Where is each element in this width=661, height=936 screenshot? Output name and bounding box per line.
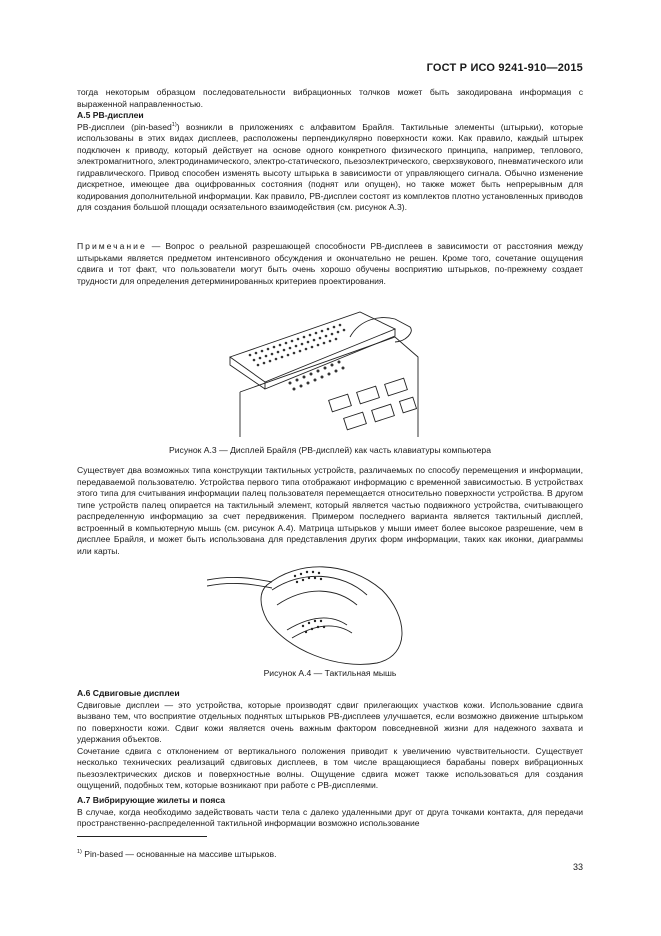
- note-text: — Вопрос о реальной разрешающей способности PB-дисплеев в зависимости от расстояния между штырьками является предметом интенсивного обсуждения и окончательно не решен. Кроме того, сочетание ощущения сдвига и тот факт, что пользователи могут быть очень хорошо обучены восприятию штырьков, по-прежнему создает трудности для определения детерминированных критериев проектирования.: [77, 241, 583, 286]
- section-a7-heading: А.7 Вибрирующие жилеты и пояса: [77, 795, 226, 805]
- document-standard-header: ГОСТ Р ИСО 9241-910—2015: [426, 62, 583, 74]
- note-a5: [77, 241, 583, 287]
- section-a7: [77, 795, 583, 830]
- mouse-body: [261, 567, 402, 665]
- section-a5-heading: А.5 PB-дисплеи: [77, 110, 144, 120]
- section-a6-paragraph-2: Сочетание сдвига с отклонением от вертикального положения приводит к увеличению чувствительности. Существует несколько технических реализаций сдвиговых дисплеев, в том числе вращающиеся барабаны поверх вибрационных пьезоэлектрических дисков и поверхностные волны. Ощущение сдвига может также использоваться для создания ощущений, подобных тем, которые возникают при работе с PB-дисплеями.: [77, 745, 583, 791]
- intro-paragraph: [77, 87, 583, 110]
- note-label: Примечание: [77, 241, 147, 251]
- note-paragraph: [77, 241, 583, 287]
- types-paragraph: [77, 465, 583, 557]
- section-a6-heading: А.6 Сдвиговые дисплеи: [77, 688, 180, 698]
- footnote-mark: 1): [77, 849, 82, 856]
- footnote-text: Pin-based — основанные на массиве штырьков.: [81, 849, 277, 859]
- figure-a4-caption: Рисунок А.4 — Тактильная мышь: [263, 668, 397, 678]
- a5-text-start: PB-дисплеи (pin-based: [77, 121, 172, 132]
- section-a6-paragraph-1: Сдвиговые дисплеи — это устройства, которые производят сдвиг прилегающих участков кожи. Использование сдвига вызвано тем, что восприятие отдельных поднятых штырьков PB-дисплеев улучшается, если возможно движение штырьком по поверхности кожи. Сдвиг кожи является очень важным фактором повседневной жизни для надежного захвата и удержания объектов.: [77, 699, 583, 745]
- keyboard-body: [240, 337, 418, 437]
- mouse-cable: [207, 577, 272, 582]
- intro-text: тогда некоторым образцом последовательности вибрационных толчков может быть закодирована информация с выраженной направленностью.: [77, 87, 583, 109]
- footnote: [77, 849, 277, 859]
- footnote-ref: 1): [171, 121, 177, 128]
- section-a5-paragraph: [77, 122, 583, 214]
- finger-outline: [350, 318, 411, 342]
- section-a5: [77, 110, 583, 214]
- section-a7-paragraph: В случае, когда необходимо задействовать части тела с далеко удаленными друг от друга точками контакта, для передачи пространственно-распределенной тактильной информации возможно использование: [77, 806, 583, 829]
- tactile-mouse-figure: [207, 560, 417, 665]
- page-number: 33: [572, 862, 583, 872]
- figure-a3-caption: Рисунок А.3 — Дисплей Брайля (PB-дисплей) как часть клавиатуры компьютера: [169, 445, 491, 455]
- a5-text-rest: ) возникли в приложениях с алфавитом Брайля. Тактильные элементы (штырьки), которые использованы в этих видах дисплеев, расположены перпендикулярно поверхности кожи. Как правило, каждый штырек подключен к приводу, который действует на основе одного конкретного физического принципа, например, теплового, электромагнитного, электродинамического, электро-статического, пьезоэлектрического, сверхзвукового, пневматического или гидравлического. Привод способен изменять высоту штырька в зависимости от управляющего сигнала. Обычно изменение дискретное, имеющее два оцифрованных состояния (поднят или опущен), но также может быть непрерывным для кодирования дополнительной информации. Как правило, PB-дисплеи состоят из комплектов плотно установленных приводов для создания большой площади осязательного взаимодействия (см. рисунок А.3).: [77, 121, 583, 213]
- braille-keyboard-figure: [220, 297, 420, 437]
- section-a6: [77, 688, 583, 792]
- types-text: Существует два возможных типа конструкции тактильных устройств, различаемых по способу перемещения и информации, передаваемой пользователю. Устройства первого типа отображают информацию с временной зависимостью. В устройствах этого типа для считывания информации палец пользователя перемещается относительно поверхности устройства. В другом типе устройств палец опирается на тактильный элемент, который является частью подвижного устройства, считывающего распределенную информацию за счет передвижения. Примером последнего варианта является тактильный дисплей, встроенный в компьютерную мышь (см. рисунок А.4). Матрица штырьков у мыши имеет более высокое разрешение, чем в дисплее Брайля, и может быть использована для представления других форм информации, таких как иконки, диаграммы или карты.: [77, 465, 583, 556]
- keyboard-keys: [329, 378, 417, 430]
- footnote-separator: [77, 836, 207, 837]
